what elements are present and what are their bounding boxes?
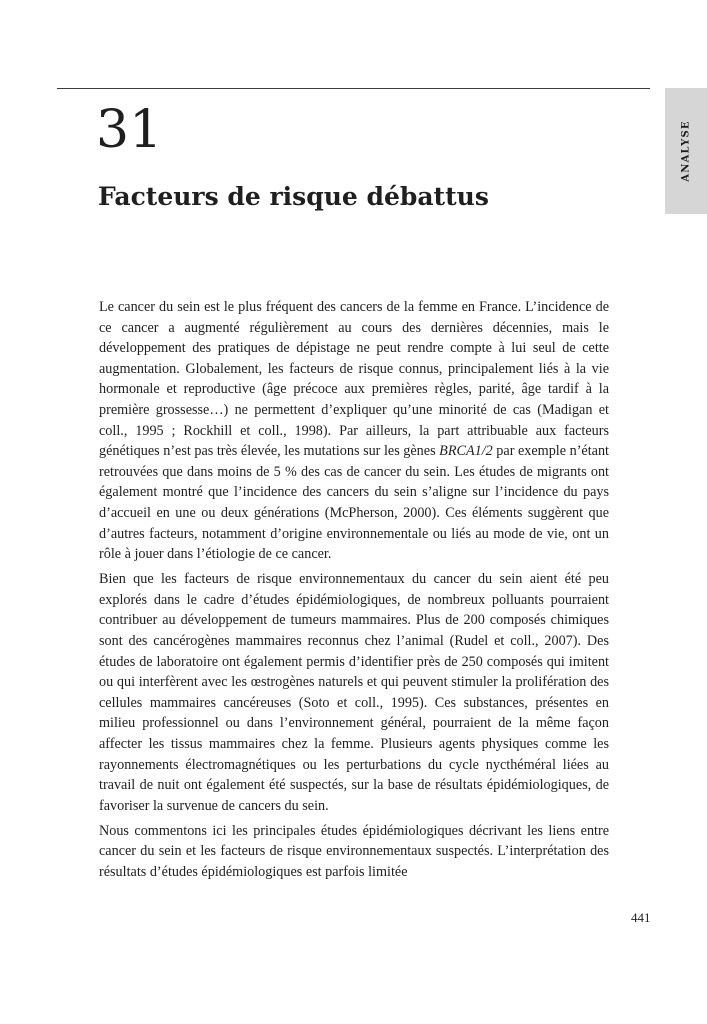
paragraph-1-text-b: par exemple n’étant retrouvées que dans moins de 5 % des cas de cancer du sein. Les études de migrants ont également montré que l’incidence des cancers du sein s’aligne sur l’incidence du pays d’accueil en une ou deux générations (McPherson, 2000). Ces éléments suggèrent que d’autres facteurs, notamment d’origine environnementale ou liés au mode de vie, ont un rôle à jouer dans l’étiologie de ce cancer. [99,443,609,563]
gene-name-italic: BRCA1/2 [439,443,493,460]
page-number: 441 [631,910,651,925]
chapter-number: 31 [96,100,163,160]
paragraph-3: Nous commentons ici les principales études épidémiologiques décrivant les liens entre cancer du sein et les facteurs de risque environnementaux suspectés. L’interprétation des résultats d’études épidémiologiques est parfois limitée [99,822,609,881]
paragraph-1 [99,297,609,565]
body-text [99,297,609,887]
header-rule [57,88,650,89]
paragraph-2: Bien que les facteurs de risque environnementaux du cancer du sein aient été peu explorés dans le cadre d’études épidémiologiques, de nombreux polluants pourraient contribuer au développement de tumeurs mammaires. Plus de 200 composés chimiques sont des cancérogènes mammaires reconnus chez l’animal (Rudel et coll., 2007). Des études de laboratoire ont également permis d’identifier près de 250 composés qui imitent ou qui interfèrent avec les œstrogènes naturels et qui peuvent stimuler la prolifération des cellules mammaires cancéreuses (Soto et coll., 1995). Ces substances, présentes en milieu professionnel ou dans l’environnement général, pourraient de la même façon affecter les tissus mammaires chez la femme. Plusieurs agents physiques comme les rayonnements électromagnétiques ou les perturbations du cycle nycthéméral liées au travail de nuit ont également été suspectés, sur la base de résultats épidémiologiques, de favoriser la survenue de cancers du sein. [99,571,609,814]
chapter-title: Facteurs de risque débattus [98,182,489,211]
section-tab-label: ANALYSE [680,120,692,182]
paragraph-1-text-a: Le cancer du sein est le plus fréquent des cancers de la femme en France. L’incidence de ce cancer a augmenté régulièrement au cours des dernières décennies, mais le développement des pratiques de dépistage ne peut rendre compte à lui seul de cette augmentation. Globalement, les facteurs de risque connus, principalement liés à la vie hormonale et reproductive (âge précoce aux premières règles, parité, âge tardif à la première grossesse…) ne permettent d’expliquer qu’une minorité de cas (Madigan et coll., 1995 ; Rockhill et coll., 1998). Par ailleurs, la part attribuable aux facteurs génétiques n’est pas très élevée, les mutations sur les gènes [99,299,609,460]
section-side-tab [665,88,707,214]
